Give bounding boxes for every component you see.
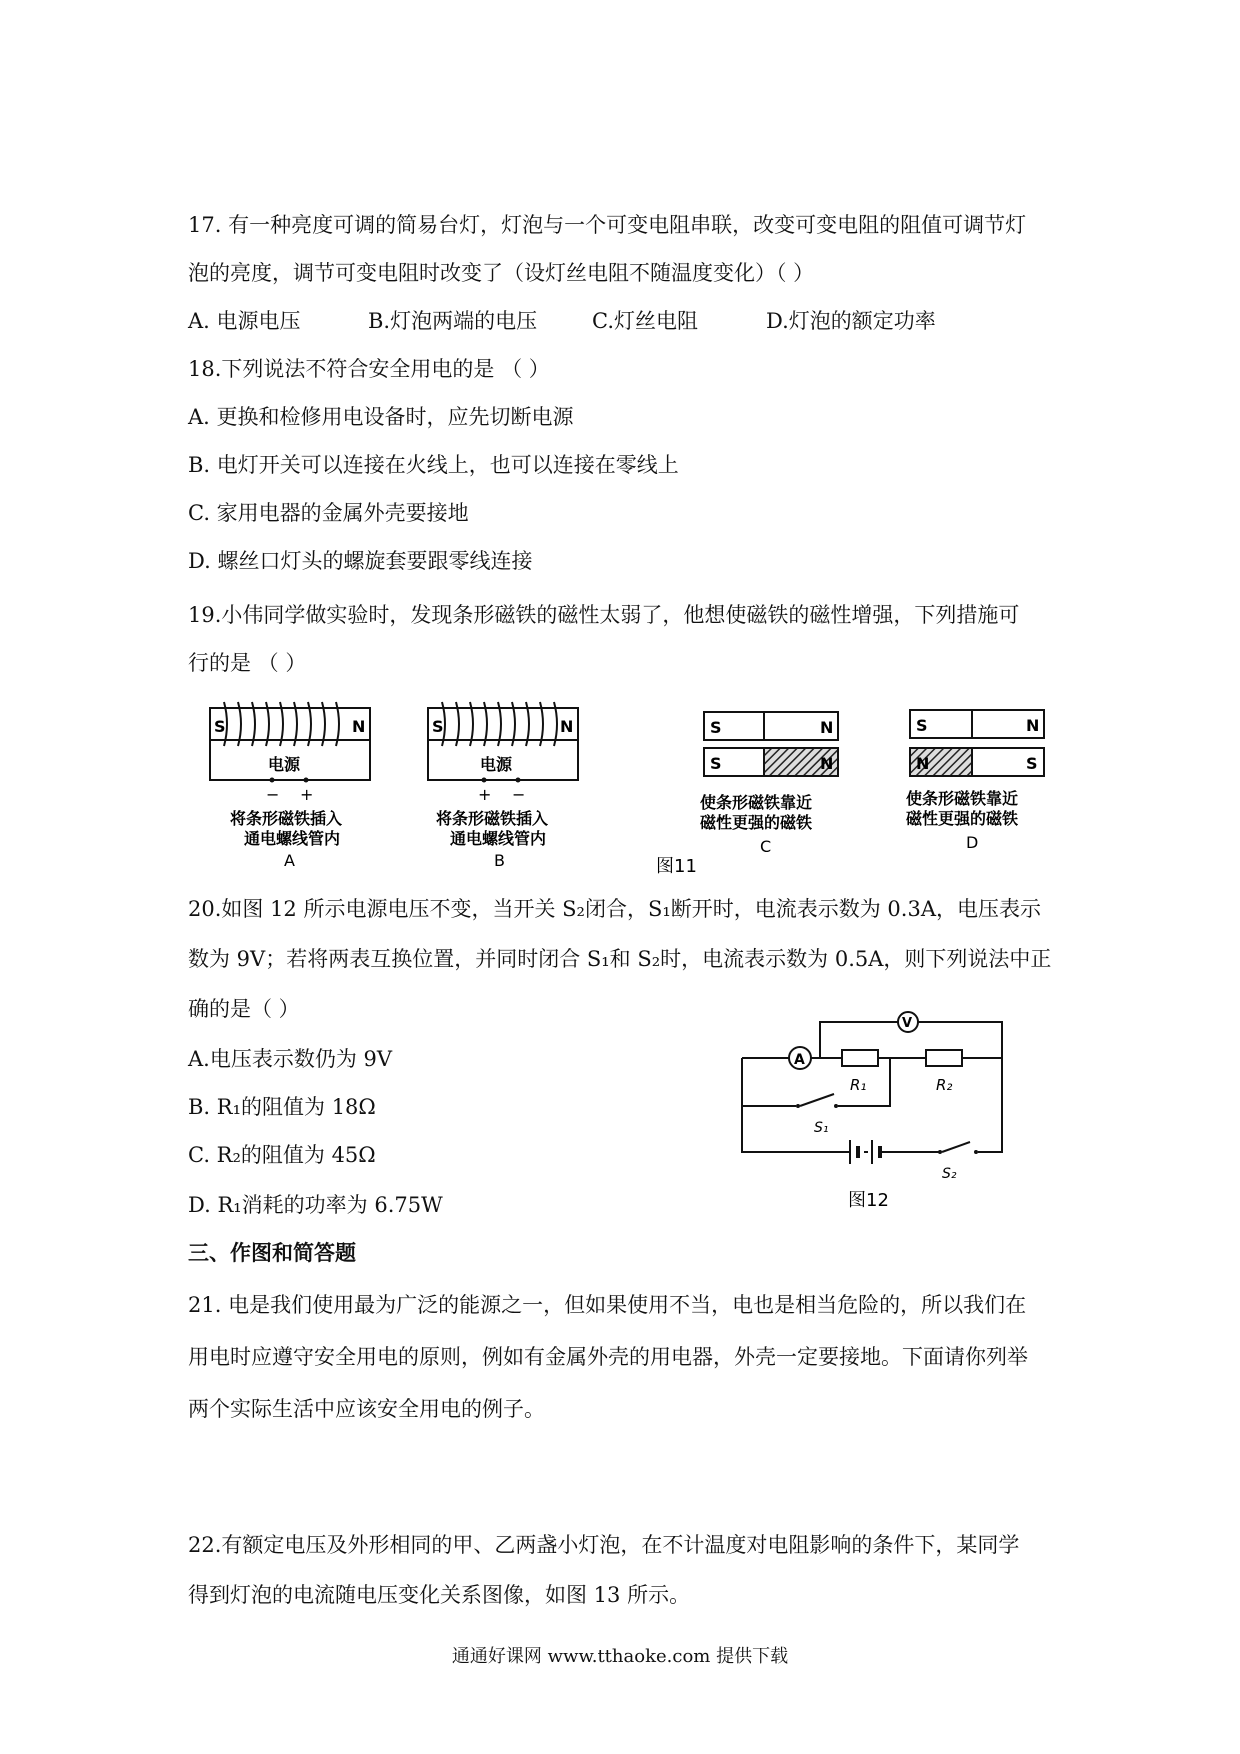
- q17-option-a: A. 电源电压: [188, 309, 301, 333]
- fig12-s1-label: S₁: [814, 1120, 829, 1136]
- q22-stem-line2: 得到灯泡的电流随电压变化关系图像，如图 13 所示。: [188, 1583, 691, 1607]
- fig11-c-top-s: S: [710, 718, 722, 737]
- q20-stem-line2: 数为 9V；若将两表互换位置，并同时闭合 S₁和 S₂时，电流表示数为 0.5A，则下列说法中正: [188, 947, 1052, 971]
- q19-stem-line2: 行的是 （ ）: [188, 651, 307, 675]
- fig11-a-power-label: 电源: [268, 755, 301, 774]
- fig11-b-pole-n: N: [560, 717, 574, 736]
- q21-stem-line2: 用电时应遵守安全用电的原则，例如有金属外壳的用电器，外壳一定要接地。下面请你列举: [188, 1345, 1028, 1369]
- q21-stem-line1: 21. 电是我们使用最为广泛的能源之一，但如果使用不当，电也是相当危险的，所以我们在: [188, 1293, 1027, 1317]
- fig11-c-bottom-s: S: [710, 754, 722, 773]
- fig11-b-power-label: 电源: [480, 755, 513, 774]
- fig11-d-bottom-s: S: [1026, 754, 1038, 773]
- q17-option-b: B.灯泡两端的电压: [368, 309, 538, 333]
- fig12-caption: 图12: [848, 1190, 889, 1210]
- fig11-caption: 图11: [656, 856, 697, 877]
- q19-stem-line1: 19.小伟同学做实验时，发现条形磁铁的磁性太弱了，他想使磁铁的磁性增强，下列措施可: [188, 603, 1020, 627]
- fig12-s2-label: S₂: [942, 1166, 957, 1182]
- figure-12-circuit: [730, 1010, 1020, 1210]
- fig11-d-text-1: 使条形磁铁靠近: [906, 789, 1019, 808]
- fig11-b-text-2: 通电螺线管内: [450, 829, 547, 848]
- fig11-c-bottom-n: N: [820, 754, 834, 773]
- fig11-a-plus: +: [300, 785, 314, 804]
- q20-option-b: B. R₁的阻值为 18Ω: [188, 1095, 376, 1119]
- fig12-ammeter-label: A: [794, 1052, 805, 1068]
- q17-option-c: C.灯丝电阻: [592, 309, 698, 333]
- fig11-d-bottom-n: N: [916, 754, 930, 773]
- q18-option-a: A. 更换和检修用电设备时，应先切断电源: [188, 405, 574, 429]
- fig11-option-c-magnets: [700, 712, 838, 856]
- q18-stem: 18.下列说法不符合安全用电的是 （ ）: [188, 357, 550, 381]
- q18-option-b: B. 电灯开关可以连接在火线上，也可以连接在零线上: [188, 453, 679, 477]
- fig11-b-text-1: 将条形磁铁插入: [436, 809, 549, 828]
- q17-options: [188, 306, 936, 336]
- q17-stem-line1: 17. 有一种亮度可调的简易台灯，灯泡与一个可变电阻串联，改变可变电阻的阻值可调节灯: [188, 213, 1027, 237]
- page-footer: 通通好课网 www.tthaoke.com 提供下载: [451, 1646, 789, 1667]
- q17-option-d: D.灯泡的额定功率: [766, 309, 936, 333]
- fig11-a-letter: A: [284, 851, 295, 870]
- figure-11: [200, 700, 1080, 880]
- fig11-b-plus: +: [478, 785, 492, 804]
- section-heading: 三、作图和简答题: [188, 1240, 356, 1265]
- fig11-c-text-1: 使条形磁铁靠近: [700, 793, 813, 812]
- q20-option-d: D. R₁消耗的功率为 6.75W: [188, 1193, 443, 1217]
- fig11-a-pole-s: S: [214, 717, 226, 736]
- fig11-option-a-solenoid: [210, 702, 370, 870]
- q20-option-a: A.电压表示数仍为 9V: [188, 1047, 393, 1071]
- fig11-b-letter: B: [494, 851, 505, 870]
- fig11-d-top-s: S: [916, 716, 928, 735]
- q20-stem-line1: 20.如图 12 所示电源电压不变，当开关 S₂闭合，S₁断开时，电流表示数为 0.3A，电压表示: [188, 897, 1041, 921]
- fig12-r1-label: R₁: [850, 1076, 867, 1094]
- q18-option-c: C. 家用电器的金属外壳要接地: [188, 501, 469, 525]
- fig11-c-letter: C: [760, 837, 772, 856]
- fig11-a-text-2: 通电螺线管内: [244, 829, 341, 848]
- q22-stem-line1: 22.有额定电压及外形相同的甲、乙两盏小灯泡，在不计温度对电阻影响的条件下，某同学: [188, 1533, 1020, 1557]
- fig11-a-text-1: 将条形磁铁插入: [230, 809, 343, 828]
- fig11-d-top-n: N: [1026, 716, 1040, 735]
- fig11-c-text-2: 磁性更强的磁铁: [700, 813, 813, 832]
- q20-stem-line3: 确的是（ ）: [188, 997, 300, 1021]
- fig11-b-minus: −: [512, 785, 526, 804]
- q18-option-d: D. 螺丝口灯头的螺旋套要跟零线连接: [188, 549, 533, 573]
- fig11-c-top-n: N: [820, 718, 834, 737]
- fig11-a-minus: −: [266, 785, 280, 804]
- fig11-option-d-magnets: [906, 710, 1044, 852]
- fig11-option-b-solenoid: [428, 702, 578, 870]
- fig11-d-text-2: 磁性更强的磁铁: [906, 809, 1019, 828]
- q17-stem-line2: 泡的亮度，调节可变电阻时改变了（设灯丝电阻不随温度变化）（ ）: [188, 261, 815, 285]
- fig12-r2-label: R₂: [936, 1076, 953, 1094]
- fig11-a-pole-n: N: [352, 717, 366, 736]
- q20-option-c: C. R₂的阻值为 45Ω: [188, 1143, 376, 1167]
- fig11-d-letter: D: [966, 833, 979, 852]
- fig11-b-pole-s: S: [432, 717, 444, 736]
- fig12-voltmeter-label: V: [902, 1016, 913, 1031]
- q21-stem-line3: 两个实际生活中应该安全用电的例子。: [188, 1397, 545, 1421]
